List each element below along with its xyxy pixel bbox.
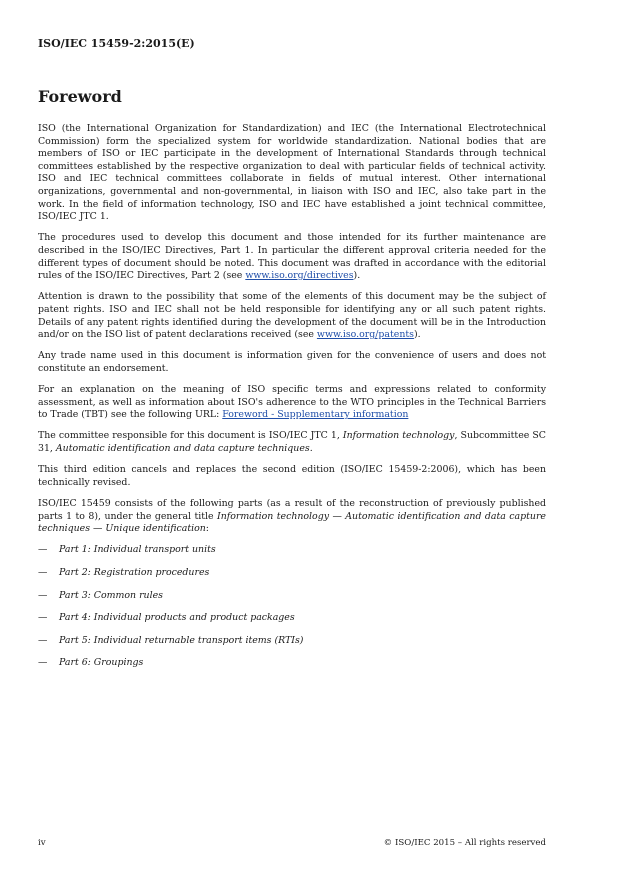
list-item: [38, 657, 546, 670]
supplementary-info-link[interactable]: Foreword - Supplementary information: [222, 409, 409, 421]
list-dash: —: [38, 657, 48, 669]
page-number: iv: [38, 838, 46, 848]
document-id: ISO/IEC 15459-2:2015(E): [38, 37, 195, 50]
list-dash: —: [38, 544, 48, 556]
paragraph-5-text: For an explanation on the meaning of ISO specific terms and expressions related to conformity assessment, as well as information about ISO's adherence to the WTO principles in the Technical Barriers to Trade (TBT) see the following URL:: [38, 384, 546, 421]
paragraph-3-text: Attention is drawn to the possibility that some of the elements of this document may be the subject of patent rights. ISO and IEC shall not be held responsible for identifying any or all such patent rights. Details of any patent rights identified during the development of the document will be in the Introduction and/or on the ISO list of patent declarations received (see: [38, 291, 546, 341]
paragraph-8: [38, 498, 546, 536]
paragraph-1: ISO (the International Organization for Standardization) and IEC (the International Electrotechnical Commission) form the specialized system for worldwide standardization. National bodies that are members of ISO or IEC participate in the development of International Standards through technical committees established by the respective organization to deal with particular fields of technical activity. ISO and IEC technical committees collaborate in fields of mutual interest. Other international organizations, governmental and non-governmental, in liaison with ISO and IEC, also take part in the work. In the field of information technology, ISO and IEC have established a joint technical committee, ISO/IEC JTC 1.: [38, 123, 546, 223]
paragraph-2-end: ).: [353, 270, 361, 282]
foreword-body: [38, 123, 546, 680]
paragraph-6: [38, 430, 546, 455]
parts-list: [38, 544, 546, 670]
list-item-label: Part 6: Groupings: [59, 657, 144, 669]
list-item: [38, 544, 546, 557]
list-item: [38, 590, 546, 603]
general-title: Information technology — Automatic identification and data capture techniques — Unique identification: [38, 510, 546, 535]
list-item: [38, 635, 546, 648]
paragraph-2-text: The procedures used to develop this document and those intended for its further maintenance are described in the ISO/IEC Directives, Part 1. In particular the different approval criteria needed for the different types of document should be noted. This document was drafted in accordance with the editorial rules of the ISO/IEC Directives, Part 2 (see: [38, 232, 546, 282]
page-footer: [38, 838, 546, 848]
list-dash: —: [38, 566, 48, 578]
page-title: Foreword: [38, 87, 122, 106]
list-item-label: Part 3: Common rules: [59, 589, 163, 601]
paragraph-8-end: :: [205, 523, 209, 535]
paragraph-8-text: ISO/IEC 15459 consists of the following parts (as a result of the reconstruction of previously published parts 1 to 8), under the general title: [38, 498, 546, 522]
list-item-label: Part 5: Individual returnable transport items (RTIs): [59, 634, 304, 646]
paragraph-6-text: The committee responsible for this document is ISO/IEC JTC 1,: [38, 430, 343, 442]
list-item: [38, 567, 546, 580]
committee-title: Information technology: [342, 430, 455, 442]
list-dash: —: [38, 634, 48, 646]
paragraph-6-end: .: [309, 443, 313, 455]
copyright-notice: © ISO/IEC 2015 – All rights reserved: [383, 838, 546, 848]
directives-link[interactable]: www.iso.org/directives: [245, 270, 354, 282]
subcommittee-title: Automatic identification and data capture techniques: [55, 443, 310, 455]
list-dash: —: [38, 612, 48, 624]
list-item-label: Part 4: Individual products and product packages: [59, 612, 295, 624]
paragraph-3-end: ).: [413, 329, 421, 341]
patents-link[interactable]: www.iso.org/patents: [316, 329, 414, 341]
paragraph-7: This third edition cancels and replaces the second edition (ISO/IEC 15459-2:2006), which has been technically revised.: [38, 464, 546, 488]
list-item: [38, 612, 546, 625]
paragraph-3: [38, 291, 546, 341]
list-item-label: Part 1: Individual transport units: [59, 544, 216, 556]
list-item-label: Part 2: Registration procedures: [59, 566, 210, 578]
paragraph-6-mid: , Subcommittee SC 31,: [38, 430, 546, 455]
paragraph-5: [38, 384, 546, 422]
paragraph-4: Any trade name used in this document is information given for the convenience of users and does not constitute an endorsement.: [38, 350, 546, 374]
list-dash: —: [38, 589, 48, 601]
paragraph-2: [38, 232, 546, 282]
